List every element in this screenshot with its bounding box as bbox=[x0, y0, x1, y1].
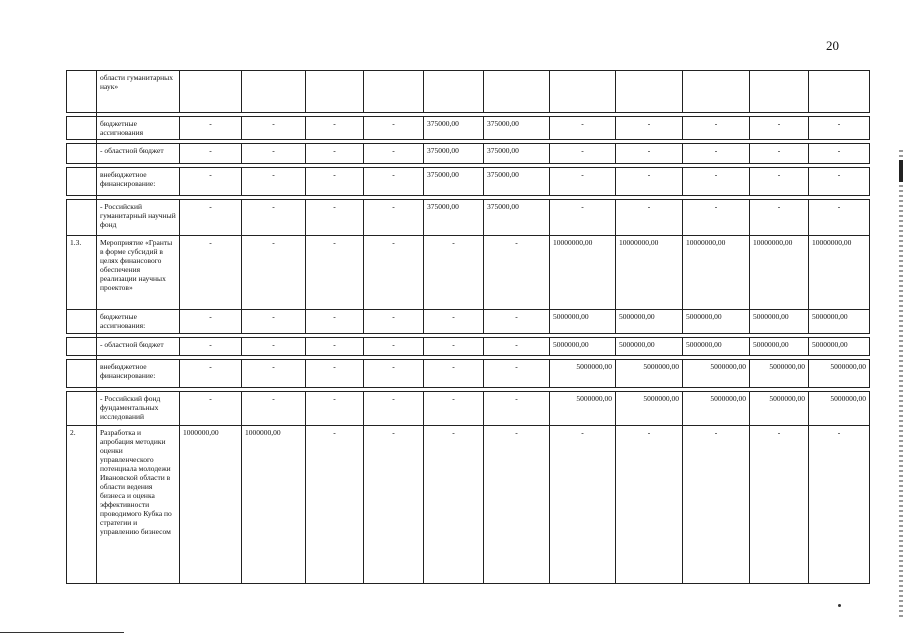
value-cell: - bbox=[616, 200, 683, 236]
value-cell: - bbox=[242, 117, 306, 140]
value-cell: - bbox=[484, 310, 550, 334]
value-cell: - bbox=[306, 200, 364, 236]
row-label: внебюджетное финансирование: bbox=[97, 168, 180, 196]
value-cell bbox=[616, 71, 683, 113]
row-label: - областной бюджет bbox=[97, 144, 180, 164]
value-cell: - bbox=[424, 310, 484, 334]
value-cell: - bbox=[550, 168, 616, 196]
value-cell: - bbox=[550, 117, 616, 140]
row-index bbox=[67, 71, 97, 113]
value-cell: - bbox=[750, 168, 809, 196]
table-row bbox=[67, 338, 870, 356]
value-cell: - bbox=[809, 200, 870, 236]
value-cell: - bbox=[550, 144, 616, 164]
table-row bbox=[67, 71, 870, 113]
value-cell: - bbox=[750, 117, 809, 140]
row-label: Мероприятие «Гранты в форме субсидий в целях финансового обеспечения реализации научных проектов» bbox=[97, 236, 180, 310]
row-index: 1.3. bbox=[67, 236, 97, 310]
row-index bbox=[67, 338, 97, 356]
row-label: - Российский фонд фундаментальных исследований bbox=[97, 392, 180, 426]
value-cell: 10000000,00 bbox=[616, 236, 683, 310]
value-cell: - bbox=[616, 117, 683, 140]
value-cell bbox=[809, 71, 870, 113]
table-row bbox=[67, 236, 870, 310]
value-cell: - bbox=[484, 392, 550, 426]
value-cell: - bbox=[809, 117, 870, 140]
footer-rule bbox=[0, 632, 124, 633]
value-cell bbox=[180, 71, 242, 113]
scan-edge-artifact bbox=[899, 150, 903, 620]
value-cell: 5000000,00 bbox=[750, 338, 809, 356]
value-cell: 5000000,00 bbox=[683, 310, 750, 334]
row-label: области гуманитарных наук» bbox=[97, 71, 180, 113]
row-index bbox=[67, 200, 97, 236]
value-cell: - bbox=[364, 117, 424, 140]
value-cell: - bbox=[306, 360, 364, 388]
value-cell: - bbox=[484, 360, 550, 388]
value-cell: 375000,00 bbox=[424, 144, 484, 164]
value-cell bbox=[683, 71, 750, 113]
value-cell: - bbox=[242, 338, 306, 356]
value-cell: 1000000,00 bbox=[180, 426, 242, 584]
value-cell: 5000000,00 bbox=[616, 338, 683, 356]
scan-dot-artifact bbox=[838, 604, 841, 607]
value-cell: 5000000,00 bbox=[550, 392, 616, 426]
value-cell: - bbox=[750, 144, 809, 164]
value-cell: 5000000,00 bbox=[750, 360, 809, 388]
page-number: 20 bbox=[826, 38, 839, 53]
value-cell: - bbox=[683, 144, 750, 164]
value-cell: - bbox=[242, 168, 306, 196]
value-cell: - bbox=[180, 360, 242, 388]
value-cell: - bbox=[424, 392, 484, 426]
value-cell: - bbox=[242, 200, 306, 236]
value-cell: 1000000,00 bbox=[242, 426, 306, 584]
value-cell: - bbox=[550, 200, 616, 236]
value-cell: 5000000,00 bbox=[750, 392, 809, 426]
value-cell: - bbox=[683, 426, 750, 584]
value-cell: - bbox=[242, 144, 306, 164]
value-cell: 5000000,00 bbox=[683, 392, 750, 426]
value-cell bbox=[424, 71, 484, 113]
row-label: бюджетные ассигнования: bbox=[97, 310, 180, 334]
value-cell: - bbox=[180, 392, 242, 426]
table-row bbox=[67, 310, 870, 334]
row-index bbox=[67, 392, 97, 426]
value-cell: 375000,00 bbox=[484, 117, 550, 140]
value-cell: - bbox=[424, 426, 484, 584]
value-cell: 5000000,00 bbox=[616, 360, 683, 388]
value-cell: - bbox=[180, 168, 242, 196]
scan-mark-artifact bbox=[899, 160, 903, 182]
row-label: внебюджетное финансирование: bbox=[97, 360, 180, 388]
value-cell: 375000,00 bbox=[424, 117, 484, 140]
value-cell: - bbox=[809, 426, 870, 584]
value-cell: - bbox=[809, 168, 870, 196]
value-cell: - bbox=[364, 392, 424, 426]
value-cell: - bbox=[180, 310, 242, 334]
value-cell: 375000,00 bbox=[484, 144, 550, 164]
value-cell: - bbox=[809, 144, 870, 164]
value-cell: - bbox=[364, 426, 424, 584]
value-cell: - bbox=[364, 338, 424, 356]
value-cell: 10000000,00 bbox=[750, 236, 809, 310]
value-cell: 10000000,00 bbox=[809, 236, 870, 310]
value-cell: - bbox=[364, 168, 424, 196]
value-cell: - bbox=[424, 236, 484, 310]
value-cell: 5000000,00 bbox=[809, 360, 870, 388]
table-body bbox=[67, 71, 870, 584]
value-cell: 5000000,00 bbox=[683, 360, 750, 388]
value-cell: 375000,00 bbox=[484, 200, 550, 236]
row-index: 2. bbox=[67, 426, 97, 584]
value-cell: - bbox=[242, 360, 306, 388]
row-label: бюджетные ассигнования bbox=[97, 117, 180, 140]
table-row bbox=[67, 117, 870, 140]
value-cell bbox=[306, 71, 364, 113]
value-cell: - bbox=[683, 200, 750, 236]
value-cell: - bbox=[180, 338, 242, 356]
row-index bbox=[67, 144, 97, 164]
value-cell: - bbox=[306, 392, 364, 426]
value-cell: - bbox=[616, 144, 683, 164]
table-row bbox=[67, 168, 870, 196]
value-cell: - bbox=[750, 426, 809, 584]
value-cell: - bbox=[750, 200, 809, 236]
row-index bbox=[67, 168, 97, 196]
row-label: Разработка и апробация методики оценки управленческого потенциала молодежи Ивановской области в области ведения бизнеса и оценка эффективности проводимого Кубка по стратегии и управлению бизнесом bbox=[97, 426, 180, 584]
row-index bbox=[67, 310, 97, 334]
value-cell bbox=[750, 71, 809, 113]
value-cell: - bbox=[484, 338, 550, 356]
value-cell: - bbox=[550, 426, 616, 584]
value-cell: 5000000,00 bbox=[809, 338, 870, 356]
value-cell: - bbox=[616, 426, 683, 584]
row-label: - областной бюджет bbox=[97, 338, 180, 356]
value-cell: 375000,00 bbox=[484, 168, 550, 196]
value-cell: - bbox=[364, 200, 424, 236]
value-cell: 5000000,00 bbox=[550, 338, 616, 356]
value-cell: 10000000,00 bbox=[683, 236, 750, 310]
value-cell bbox=[484, 71, 550, 113]
value-cell: 5000000,00 bbox=[809, 310, 870, 334]
value-cell: - bbox=[306, 236, 364, 310]
value-cell: 5000000,00 bbox=[550, 360, 616, 388]
value-cell: 5000000,00 bbox=[683, 338, 750, 356]
value-cell: 5000000,00 bbox=[550, 310, 616, 334]
value-cell: - bbox=[180, 117, 242, 140]
value-cell: 5000000,00 bbox=[616, 310, 683, 334]
value-cell: - bbox=[180, 236, 242, 310]
row-label: - Российский гуманитарный научный фонд bbox=[97, 200, 180, 236]
value-cell: - bbox=[364, 144, 424, 164]
value-cell: - bbox=[306, 144, 364, 164]
value-cell: - bbox=[364, 360, 424, 388]
value-cell: - bbox=[616, 168, 683, 196]
value-cell bbox=[550, 71, 616, 113]
table-row bbox=[67, 392, 870, 426]
value-cell: - bbox=[306, 426, 364, 584]
table-row bbox=[67, 426, 870, 584]
value-cell: - bbox=[180, 144, 242, 164]
value-cell: 375000,00 bbox=[424, 168, 484, 196]
value-cell: - bbox=[242, 392, 306, 426]
value-cell: - bbox=[306, 117, 364, 140]
value-cell: - bbox=[364, 236, 424, 310]
value-cell: - bbox=[364, 310, 424, 334]
value-cell: 375000,00 bbox=[424, 200, 484, 236]
value-cell: 5000000,00 bbox=[750, 310, 809, 334]
value-cell: - bbox=[683, 168, 750, 196]
value-cell: 10000000,00 bbox=[550, 236, 616, 310]
value-cell: - bbox=[306, 168, 364, 196]
value-cell: - bbox=[484, 426, 550, 584]
value-cell: - bbox=[242, 236, 306, 310]
value-cell bbox=[364, 71, 424, 113]
value-cell: - bbox=[424, 360, 484, 388]
value-cell: - bbox=[180, 200, 242, 236]
table-row bbox=[67, 200, 870, 236]
value-cell: 5000000,00 bbox=[616, 392, 683, 426]
value-cell: - bbox=[242, 310, 306, 334]
budget-table bbox=[66, 70, 870, 584]
row-index bbox=[67, 117, 97, 140]
value-cell: - bbox=[306, 310, 364, 334]
value-cell: - bbox=[683, 117, 750, 140]
value-cell: - bbox=[306, 338, 364, 356]
table-row bbox=[67, 360, 870, 388]
value-cell: 5000000,00 bbox=[809, 392, 870, 426]
value-cell: - bbox=[424, 338, 484, 356]
row-index bbox=[67, 360, 97, 388]
value-cell bbox=[242, 71, 306, 113]
value-cell: - bbox=[484, 236, 550, 310]
table-row bbox=[67, 144, 870, 164]
